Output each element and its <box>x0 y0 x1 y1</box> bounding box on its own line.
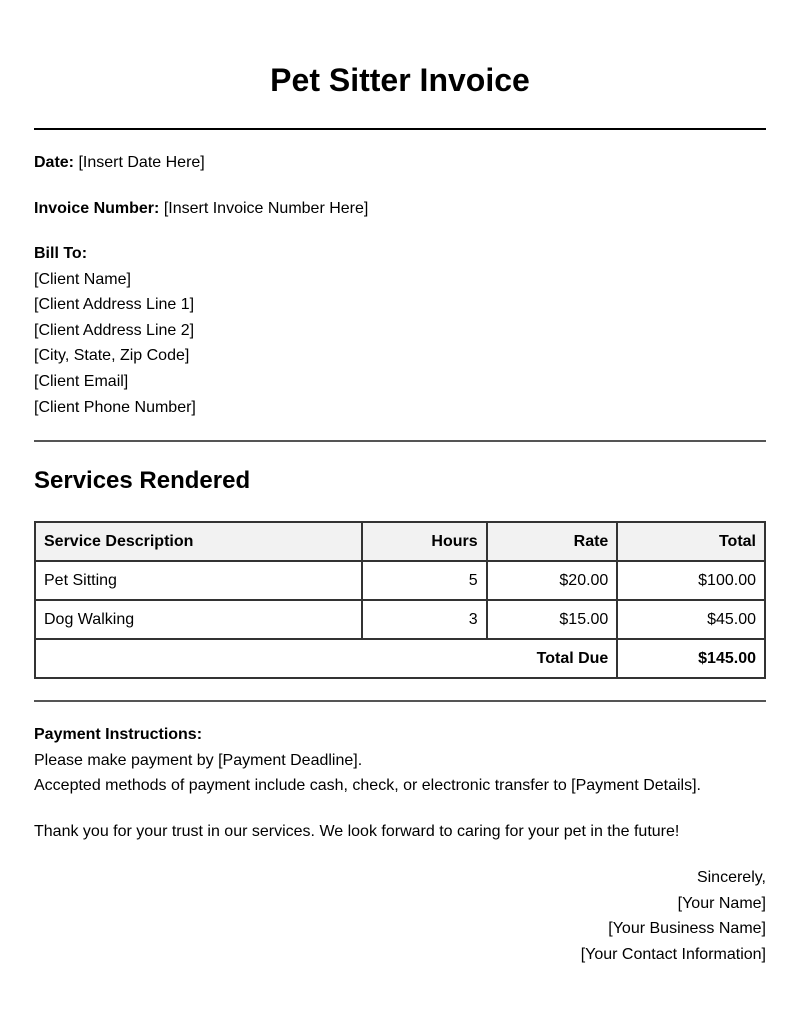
total-due-value: $145.00 <box>617 639 765 678</box>
payment-methods-text: Accepted methods of payment include cash, check, or electronic transfer to [Payment Details]. <box>34 777 701 795</box>
column-header-description: Service Description <box>35 522 362 561</box>
bill-to-block <box>34 241 196 420</box>
client-city-state-zip: [City, State, Zip Code] <box>34 347 190 365</box>
column-header-total: Total <box>617 522 765 561</box>
service-rate: $20.00 <box>487 561 618 600</box>
invoice-number-line <box>34 196 368 222</box>
total-due-row <box>35 639 765 678</box>
column-header-hours: Hours <box>362 522 487 561</box>
client-phone: [Client Phone Number] <box>34 398 196 416</box>
service-description: Pet Sitting <box>35 561 362 600</box>
total-due-label: Total Due <box>35 639 617 678</box>
column-header-rate: Rate <box>487 522 618 561</box>
middle-divider <box>34 440 766 442</box>
signoff-contact-info: [Your Contact Information] <box>580 945 766 963</box>
services-table <box>34 521 766 679</box>
services-heading: Services Rendered <box>34 467 251 494</box>
invoice-title: Pet Sitter Invoice <box>270 62 530 98</box>
invoice-number-value: [Insert Invoice Number Here] <box>163 200 369 217</box>
client-address-line-2: [Client Address Line 2] <box>34 321 195 339</box>
date-label: Date: <box>34 154 75 171</box>
payment-instructions-label: Payment Instructions: <box>34 726 203 743</box>
date-value: [Insert Date Here] <box>78 154 205 171</box>
service-rate: $15.00 <box>487 600 618 639</box>
service-total: $100.00 <box>617 561 765 600</box>
client-address-line-1: [Client Address Line 1] <box>34 296 195 314</box>
table-row <box>35 561 765 600</box>
service-hours: 3 <box>362 600 487 639</box>
payment-deadline-text: Please make payment by [Payment Deadline]. <box>34 751 363 769</box>
bill-to-label: Bill To: <box>34 245 88 262</box>
bottom-divider <box>34 700 766 702</box>
thank-you-message: Thank you for your trust in our services. We look forward to caring for your pet in the future! <box>34 823 680 840</box>
service-total: $45.00 <box>617 600 765 639</box>
signoff-name: [Your Name] <box>677 894 766 912</box>
payment-instructions <box>34 722 701 799</box>
client-email: [Client Email] <box>34 372 129 390</box>
table-header-row <box>35 522 765 561</box>
service-hours: 5 <box>362 561 487 600</box>
client-name: [Client Name] <box>34 270 131 288</box>
signoff-salutation: Sincerely, <box>696 869 766 886</box>
invoice-number-label: Invoice Number: <box>34 200 160 217</box>
date-line <box>34 150 205 176</box>
service-description: Dog Walking <box>35 600 362 639</box>
signoff-business-name: [Your Business Name] <box>608 920 766 938</box>
signoff-block <box>581 865 766 967</box>
top-divider <box>34 128 766 130</box>
table-row <box>35 600 765 639</box>
